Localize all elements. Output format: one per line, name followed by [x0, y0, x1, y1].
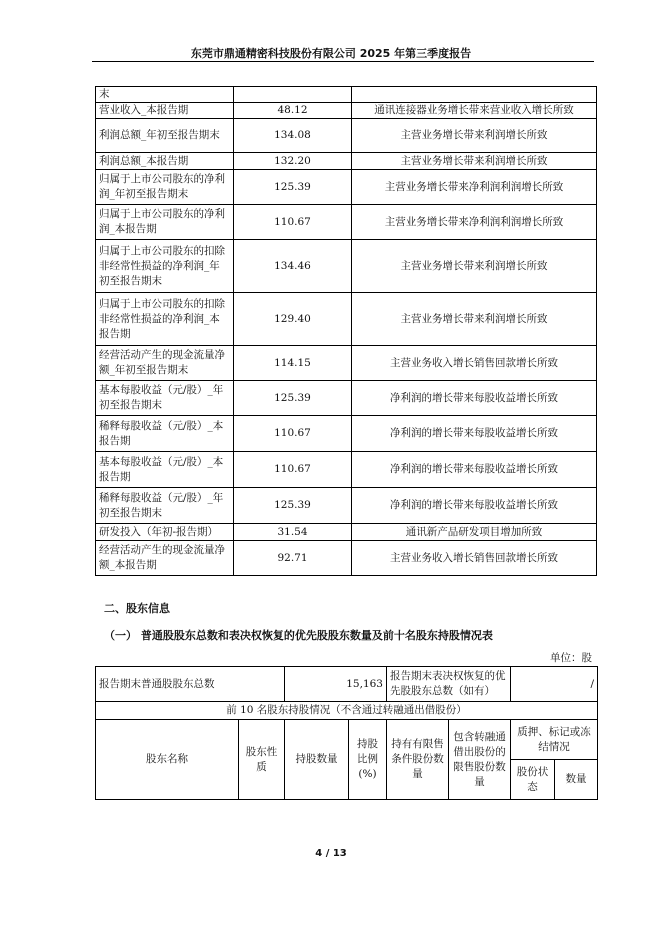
change-reason: 净利润的增长带来每股收益增长所致 [352, 416, 597, 452]
change-reason: 主营业务收入增长销售回款增长所致 [352, 346, 597, 381]
item-name: 研发投入（年初-报告期） [96, 524, 234, 541]
item-name: 末 [96, 87, 234, 103]
col-header-nature: 股东性质 [239, 720, 285, 800]
item-name: 稀释每股收益（元/股）_本报告期 [96, 416, 234, 452]
col-header-restricted: 持有有限售条件股份数量 [387, 720, 449, 800]
change-reason: 净利润的增长带来每股收益增长所致 [352, 452, 597, 488]
table-header-row [96, 720, 598, 760]
change-reasons-table [95, 86, 597, 576]
change-reason: 主营业务增长带来利润增长所致 [352, 119, 597, 153]
shareholder-table [95, 666, 598, 800]
change-reason: 主营业务收入增长销售回款增长所致 [352, 541, 597, 576]
table-row [96, 103, 597, 119]
change-ratio: 125.39 [234, 381, 352, 416]
change-reason: 净利润的增长带来每股收益增长所致 [352, 488, 597, 524]
table-row [96, 87, 597, 103]
change-ratio: 114.15 [234, 346, 352, 381]
change-reason [352, 87, 597, 103]
item-name: 归属于上市公司股东的净利润_本报告期 [96, 205, 234, 240]
preferred-shareholders-label: 报告期末表决权恢复的优先股股东总数（如有） [387, 667, 511, 702]
item-name: 利润总额_年初至报告期末 [96, 119, 234, 153]
col-header-pledge: 质押、标记或冻结情况 [511, 720, 598, 760]
item-name: 营业收入_本报告期 [96, 103, 234, 119]
change-reason: 通讯新产品研发项目增加所致 [352, 524, 597, 541]
change-reason: 通讯连接器业务增长带来营业收入增长所致 [352, 103, 597, 119]
table-row [96, 205, 597, 240]
item-name: 稀释每股收益（元/股）_年初至报告期末 [96, 488, 234, 524]
table-row [96, 293, 597, 346]
total-shareholders-value: 15,163 [285, 667, 387, 702]
item-name: 归属于上市公司股东的扣除非经常性损益的净利润_年初至报告期末 [96, 240, 234, 293]
change-reason: 主营业务增长带来利润增长所致 [352, 153, 597, 170]
page-header-title: 东莞市鼎通精密科技股份有限公司 2025 年第三季度报告 [190, 47, 472, 60]
change-ratio: 125.39 [234, 170, 352, 205]
change-ratio: 125.39 [234, 488, 352, 524]
item-name: 归属于上市公司股东的扣除非经常性损益的净利润_本报告期 [96, 293, 234, 346]
change-ratio: 134.46 [234, 240, 352, 293]
col-header-shares: 持股数量 [285, 720, 349, 800]
col-header-qty: 数量 [555, 760, 598, 800]
change-ratio: 92.71 [234, 541, 352, 576]
change-reason: 净利润的增长带来每股收益增长所致 [352, 381, 597, 416]
table-row [96, 240, 597, 293]
item-name: 经营活动产生的现金流量净额_本报告期 [96, 541, 234, 576]
col-header-ratio: 持股比例(%) [349, 720, 387, 800]
page-number: 4 / 13 [315, 848, 347, 859]
change-ratio: 48.12 [234, 103, 352, 119]
table-row [96, 153, 597, 170]
item-name: 基本每股收益（元/股）_本报告期 [96, 452, 234, 488]
change-ratio: 31.54 [234, 524, 352, 541]
header-rule [92, 61, 594, 62]
change-ratio: 110.67 [234, 205, 352, 240]
change-reason: 主营业务增长带来利润增长所致 [352, 240, 597, 293]
table-row [96, 119, 597, 153]
col-header-status: 股份状态 [511, 760, 555, 800]
table-row [96, 702, 598, 720]
table-row [96, 488, 597, 524]
change-ratio: 134.08 [234, 119, 352, 153]
table-row [96, 346, 597, 381]
item-name: 利润总额_本报告期 [96, 153, 234, 170]
change-ratio: 129.40 [234, 293, 352, 346]
table-row [96, 170, 597, 205]
change-ratio [234, 87, 352, 103]
table-row [96, 416, 597, 452]
table-row [96, 667, 598, 702]
table-row [96, 524, 597, 541]
change-reason: 主营业务增长带来利润增长所致 [352, 293, 597, 346]
col-header-name: 股东名称 [96, 720, 239, 800]
item-name: 经营活动产生的现金流量净额_年初至报告期末 [96, 346, 234, 381]
total-shareholders-label: 报告期末普通股股东总数 [96, 667, 285, 702]
table-row [96, 541, 597, 576]
table-row [96, 381, 597, 416]
change-ratio: 110.67 [234, 416, 352, 452]
table-row [96, 452, 597, 488]
change-reason: 主营业务增长带来净利润利润增长所致 [352, 170, 597, 205]
preferred-shareholders-value: / [511, 667, 598, 702]
change-reason: 主营业务增长带来净利润利润增长所致 [352, 205, 597, 240]
unit-label: 单位：股 [550, 652, 592, 664]
change-ratio: 132.20 [234, 153, 352, 170]
subsection-title: （一） 普通股股东总数和表决权恢复的优先股股东数量及前十名股东持股情况表 [104, 629, 493, 642]
change-ratio: 110.67 [234, 452, 352, 488]
item-name: 归属于上市公司股东的净利润_年初至报告期末 [96, 170, 234, 205]
top10-caption: 前 10 名股东持股情况（不含通过转融通出借股份） [96, 702, 598, 720]
section-title: 二、股东信息 [104, 602, 170, 615]
col-header-lending: 包含转融通借出股份的限售股份数量 [449, 720, 511, 800]
item-name: 基本每股收益（元/股）_年初至报告期末 [96, 381, 234, 416]
